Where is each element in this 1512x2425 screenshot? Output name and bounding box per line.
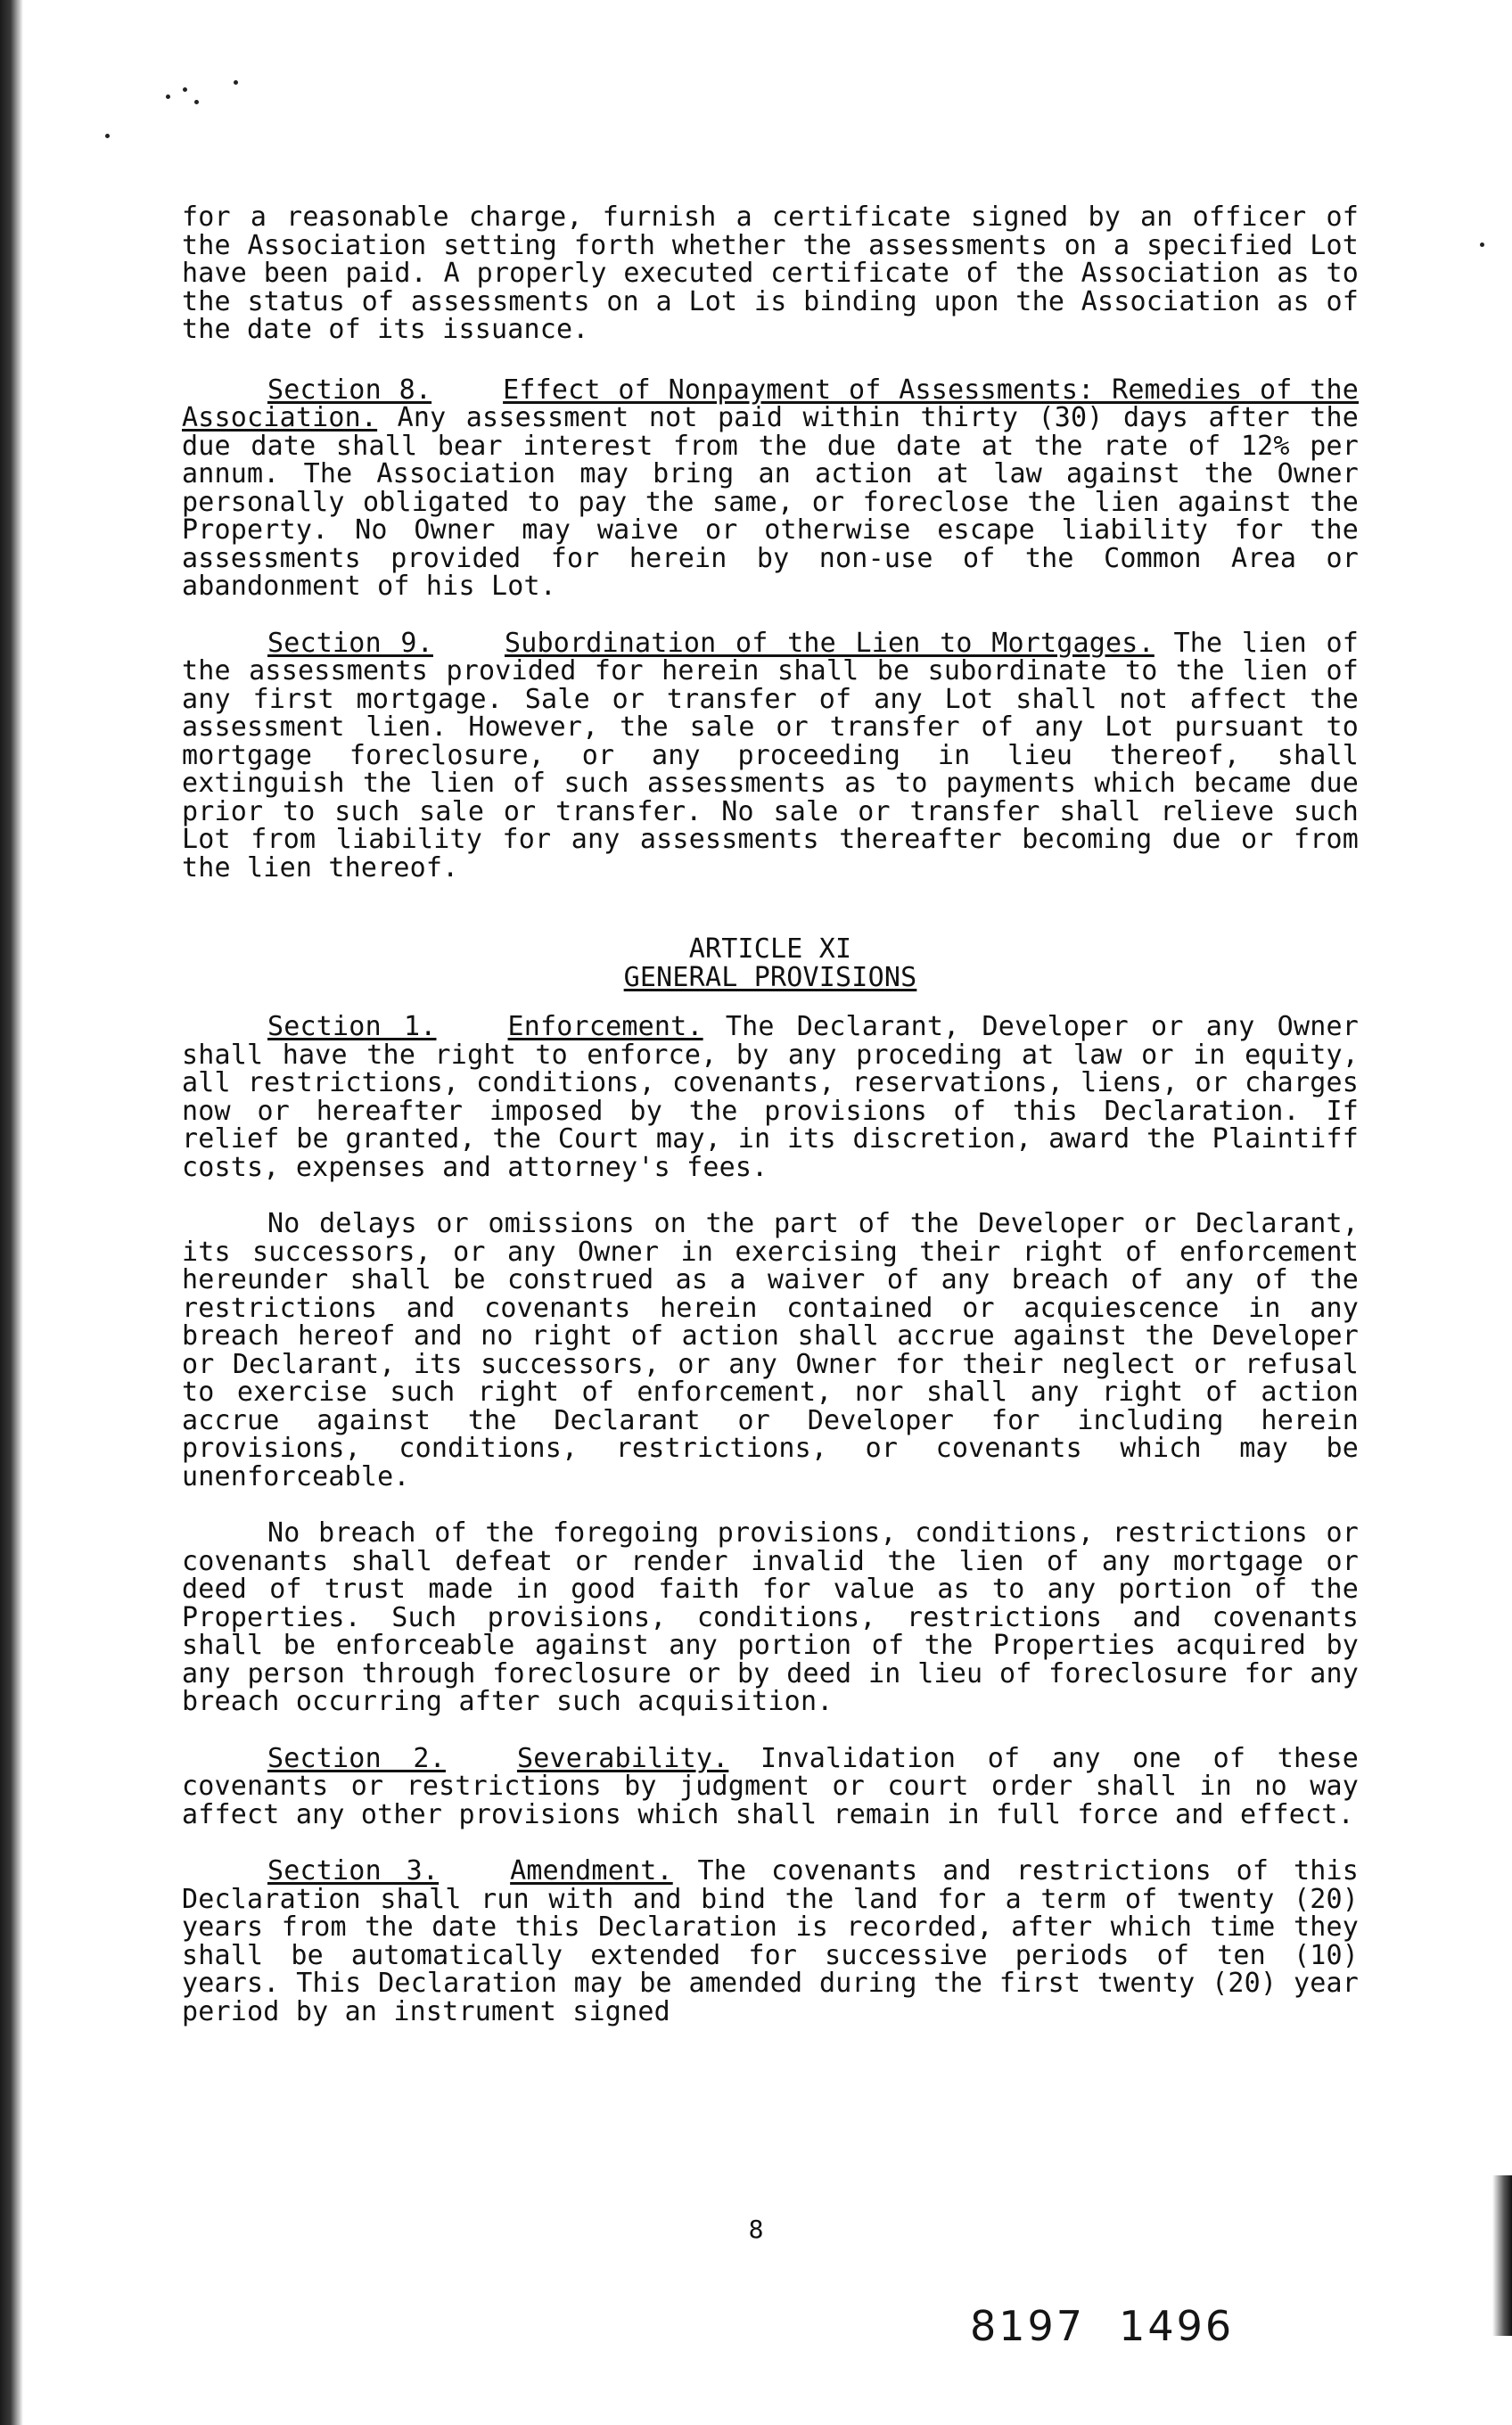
article-section-3 (182, 1857, 1359, 2026)
scan-speck (1480, 242, 1484, 247)
article-number: ARTICLE XI (688, 933, 852, 965)
section-8-label: Section 8. (267, 374, 432, 406)
no-breach-paragraph: No breach of the foregoing provisions, conditions, restrictions or covenants shall defeat or render invalid the lien of any mortgage or deed of trust made in good faith for value as to any portion of the Properties. Such provisions, conditions, restrictions and covenants shall be enforceable against any portion of the Properties acquired by any person through foreclosure or by deed in lieu of foreclosure for any breach occurring after such acquisition. (182, 1517, 1359, 1717)
scan-speck (166, 95, 170, 99)
article-section-3-body: The covenants and restrictions of this Declaration shall run with and bind the land for a term of twenty (20) years from the date this Declaration is recorded, after which time they shall be automatically extended for successive periods of ten (10) years. This Declaration may be amended during the first twenty (20) year period by an instrument signed (182, 1855, 1359, 2027)
scan-speck (194, 100, 199, 104)
article-section-3-label: Section 3. (267, 1855, 440, 1887)
article-section-2-body: Invalidation of any one of these covenants or restrictions by judgment or court order shall in no way affect any other provisions which shall remain in full force and effect. (182, 1742, 1360, 1830)
scan-speck (183, 87, 187, 92)
article-section-2-heading: Severability. (516, 1742, 729, 1774)
article-section-2 (182, 1742, 1360, 1830)
article-title: GENERAL PROVISIONS (623, 961, 917, 993)
article-heading (182, 935, 1359, 991)
article-section-3-heading: Amendment. (510, 1855, 673, 1887)
section-9-label: Section 9. (267, 627, 433, 659)
article-section-1 (182, 1013, 1359, 1181)
no-delays-paragraph: No delays or omissions on the part of the Developer or Declarant, its successors, or any Owner in exercising their right of enforcement hereunder shall be construed as a waiver of any breach of any of the restrictions and covenants herein contained or acquiescence in any breach hereof and no right of action shall accrue against the Developer or Declarant, its successors, or any Owner for their neglect or refusal to exercise such right of enforcement, nor shall any right of action accrue against the Declarant or Developer for including herein provisions, conditions, restrictions, or covenants which may be unenforceable. (182, 1208, 1359, 1492)
article-section-1-body: The Declarant, Developer or any Owner shall have the right to enforce, by any proceding at law or in equity, all restrictions, conditions, covenants, reservations, liens, or charges now or hereafter imposed by the provisions of this Declaration. If relief be granted, the Court may, in its discretion, award the Plaintiff costs, expenses and attorney's fees. (182, 1011, 1359, 1183)
section-9 (182, 629, 1359, 883)
document-code-left: 8197 (970, 2302, 1086, 2350)
section-9-body: The lien of the assessments provided for herein shall be subordinate to the lien of any first mortgage. Sale or transfer of any Lot shall not affect the assessment lien. However, the sale or transfer of any Lot pursuant to mortgage foreclosure, or any proceeding in lieu thereof, shall extinguish the lien of such assessments as to payments which became due prior to such sale or transfer. No sale or transfer shall relieve such Lot from liability for any assessments thereafter becoming due or from the lien thereof. (182, 627, 1359, 884)
section-9-heading: Subordination of the Lien to Mortgages. (504, 627, 1155, 659)
page-number: 8 (748, 2215, 764, 2244)
section-8-body: Any assessment not paid within thirty (30) days after the due date shall bear interest from the due date at the rate of 12% per annum. The Association may bring an action at law against the Owner personally obligated to pay the same, or foreclose the lien against the Property. No Owner may waive or otherwise escape liability for the assessments provided for herein by non-use of the Common Area or abandonment of his Lot. (182, 402, 1359, 602)
article-section-2-label: Section 2. (267, 1742, 446, 1774)
document-body (182, 203, 1359, 2054)
intro-paragraph: for a reasonable charge, furnish a certificate signed by an officer of the Association setting forth whether the assessments on a specified Lot have been paid. A properly executed certificate of the Association as to the status of assessments on a Lot is binding upon the Association as of the date of its issuance. (182, 201, 1359, 345)
section-8-heading: Effect of Nonpayment of Assessments: Remedies of the Association. (182, 374, 1359, 433)
article-section-1-heading: Enforcement. (507, 1011, 703, 1042)
scan-speck (105, 134, 110, 138)
article-section-1-label: Section 1. (267, 1011, 437, 1042)
scan-edge-left (0, 0, 23, 2425)
document-code-right: 1496 (1119, 2302, 1235, 2350)
section-8 (182, 376, 1359, 601)
document-code (970, 2302, 1234, 2350)
scan-edge-right (1492, 2175, 1512, 2336)
scan-speck (234, 80, 238, 85)
